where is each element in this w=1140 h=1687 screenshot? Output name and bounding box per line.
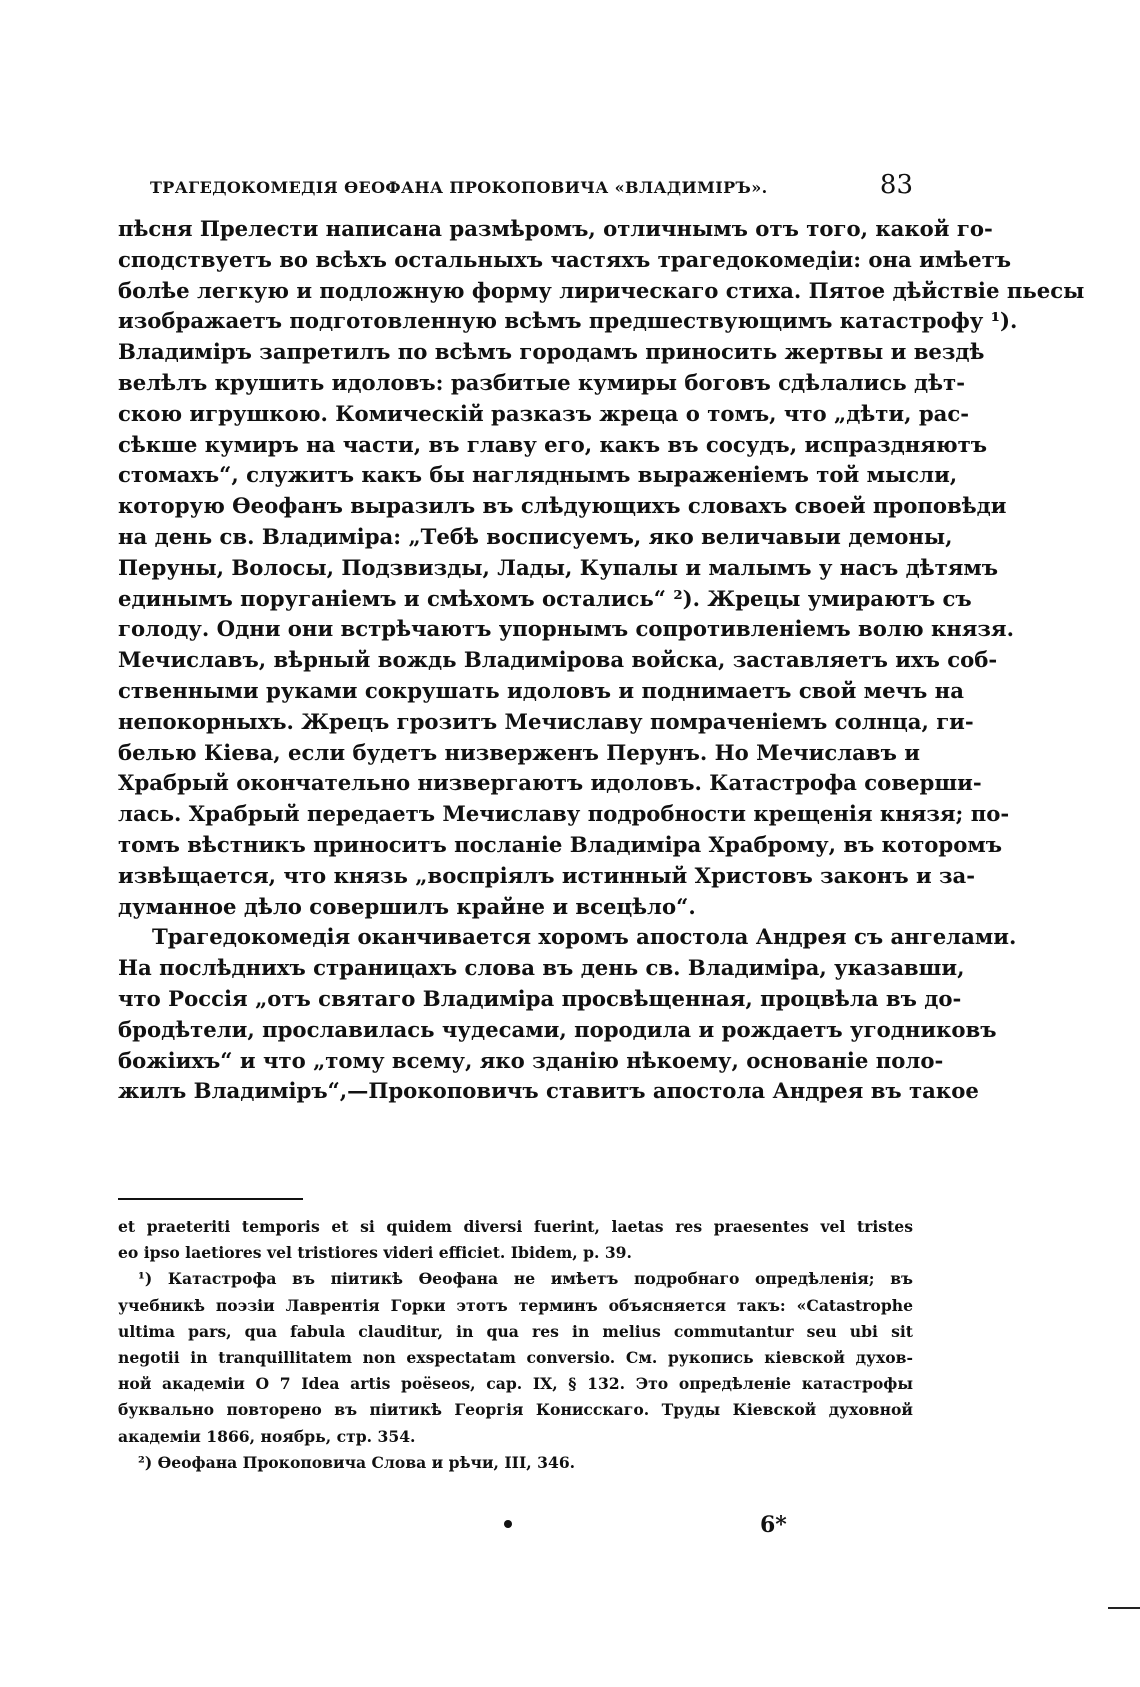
footnote-line: eo ipso laetiores vel tristiores videri efficiet. Ibidem, p. 39. (118, 1243, 632, 1263)
running-title: ТРАГЕДОКОМЕДІЯ ӨЕОФАНА ПРОКОПОВИЧА «ВЛАДИМІРЪ». (150, 178, 768, 197)
page-header (118, 168, 913, 208)
text-line: сподствуетъ во всѣхъ остальныхъ частяхъ трагедокомедіи: она имѣетъ (118, 246, 1012, 272)
text-line: Мечиславъ, вѣрный вождь Владимірова войска, заставляетъ ихъ соб- (118, 647, 998, 673)
text-line: На послѣднихъ страницахъ слова въ день св. Владиміра, указавши, (118, 955, 965, 981)
text-line: сѣкше кумиръ на части, въ главу его, какъ въ сосудъ, испраздняютъ (118, 431, 988, 457)
text-line: на день св. Владиміра: „Тебѣ восписуемъ, яко величавыи демоны, (118, 523, 953, 549)
text-line: думанное дѣло совершилъ крайне и всецѣло“. (118, 893, 696, 919)
footnote-line: ной академіи О 7 Idea artis poëseos, cap. IX, § 132. Это опредѣленіе катастрофы (118, 1374, 913, 1394)
text-line: божіихъ“ и что „тому всему, яко зданію нѣкоему, основаніе поло- (118, 1047, 944, 1073)
text-line: белью Кіева, если будетъ низверженъ Перунъ. Но Мечиславъ и (118, 739, 920, 765)
text-line: бродѣтели, прославилась чудесами, породила и рождаетъ угодниковъ (118, 1016, 997, 1042)
footnote-line: ultima pars, qua fabula clauditur, in qua res in melius commutantur seu ubi sit (118, 1321, 913, 1341)
text-line: изображаетъ подготовленную всѣмъ предшествующимъ катастрофу ¹). (118, 308, 1018, 334)
footnote-line: ¹) Катастрофа въ піитикѣ Өеофана не имѣетъ подробнаго опредѣленія; въ (138, 1269, 913, 1289)
footnote-line: et praeteriti temporis et si quidem diversi fuerint, laetas res praesentes vel tristes (118, 1217, 913, 1236)
text-line: извѣщается, что князь „воспріялъ истинный Христовъ законъ и за- (118, 862, 976, 888)
edge-mark (1108, 1607, 1140, 1609)
text-line: Владиміръ запретилъ по всѣмъ городамъ приносить жертвы и вездѣ (118, 339, 985, 365)
text-line: скою игрушкою. Комическій разказъ жреца о томъ, что „дѣти, рас- (118, 400, 970, 426)
footnotes (118, 1214, 913, 1476)
text-line: жилъ Владиміръ“,—Прокоповичъ ставитъ апостола Андрея въ такое (118, 1078, 979, 1104)
text-line: голоду. Одни они встрѣчаютъ упорнымъ сопротивленіемъ волю князя. (118, 616, 1014, 642)
text-line: болѣе легкую и подложную форму лирическаго стиха. Пятое дѣйствіе пьесы (118, 277, 1085, 303)
text-line: пѣсня Прелести написана размѣромъ, отличнымъ отъ того, какой го- (118, 216, 993, 241)
text-line: единымъ поруганіемъ и смѣхомъ остались“ ²). Жрецы умираютъ съ (118, 585, 972, 611)
print-dot (504, 1520, 512, 1528)
signature-mark: 6* (760, 1512, 787, 1538)
text-line: лась. Храбрый передаетъ Мечиславу подробности крещенія князя; по- (118, 801, 1010, 827)
footnote-line: учебникѣ поэзіи Лаврентія Горки этотъ терминъ объясняется такъ: «Catastrophe (118, 1295, 913, 1315)
text-line: велѣлъ крушить идоловъ: разбитые кумиры боговъ сдѣлались дѣт- (118, 369, 965, 395)
footnote-line: буквально повторено въ піитикѣ Георгія Конисскаго. Труды Кіевской духовной (118, 1400, 913, 1420)
page-footer (118, 1512, 913, 1542)
text-line: Перуны, Волосы, Подзвизды, Лады, Купалы и малымъ у насъ дѣтямъ (118, 554, 999, 580)
text-line: стомахъ“, служитъ какъ бы нагляднымъ выраженіемъ той мысли, (118, 462, 958, 488)
text-line: которую Өеофанъ выразилъ въ слѣдующихъ словахъ своей проповѣди (118, 493, 1007, 519)
footnote-line: negotii in tranquillitatem non exspectatam conversio. См. рукопись кіевской духов- (118, 1347, 913, 1367)
footnote-separator (118, 1198, 303, 1200)
text-line: Храбрый окончательно низвергаютъ идоловъ. Катастрофа соверши- (118, 770, 982, 796)
page-number: 83 (879, 170, 913, 200)
text-line: ственными руками сокрушать идоловъ и поднимаетъ свой мечъ на (118, 677, 964, 703)
text-line: Трагедокомедія оканчивается хоромъ апостола Андрея съ ангелами. (152, 924, 1017, 950)
footnote-line: ²) Өеофана Прокоповича Слова и рѣчи, III, 346. (138, 1452, 576, 1472)
text-line: что Россія „отъ святаго Владиміра просвѣщенная, процвѣла въ до- (118, 985, 962, 1011)
text-line: непокорныхъ. Жрецъ грозитъ Мечиславу помраченіемъ солнца, ги- (118, 708, 974, 734)
footnote-line: академіи 1866, ноябрь, стр. 354. (118, 1426, 416, 1446)
main-text (118, 214, 1085, 1107)
text-line: томъ вѣстникъ приноситъ посланіе Владиміра Храброму, въ которомъ (118, 831, 1002, 857)
